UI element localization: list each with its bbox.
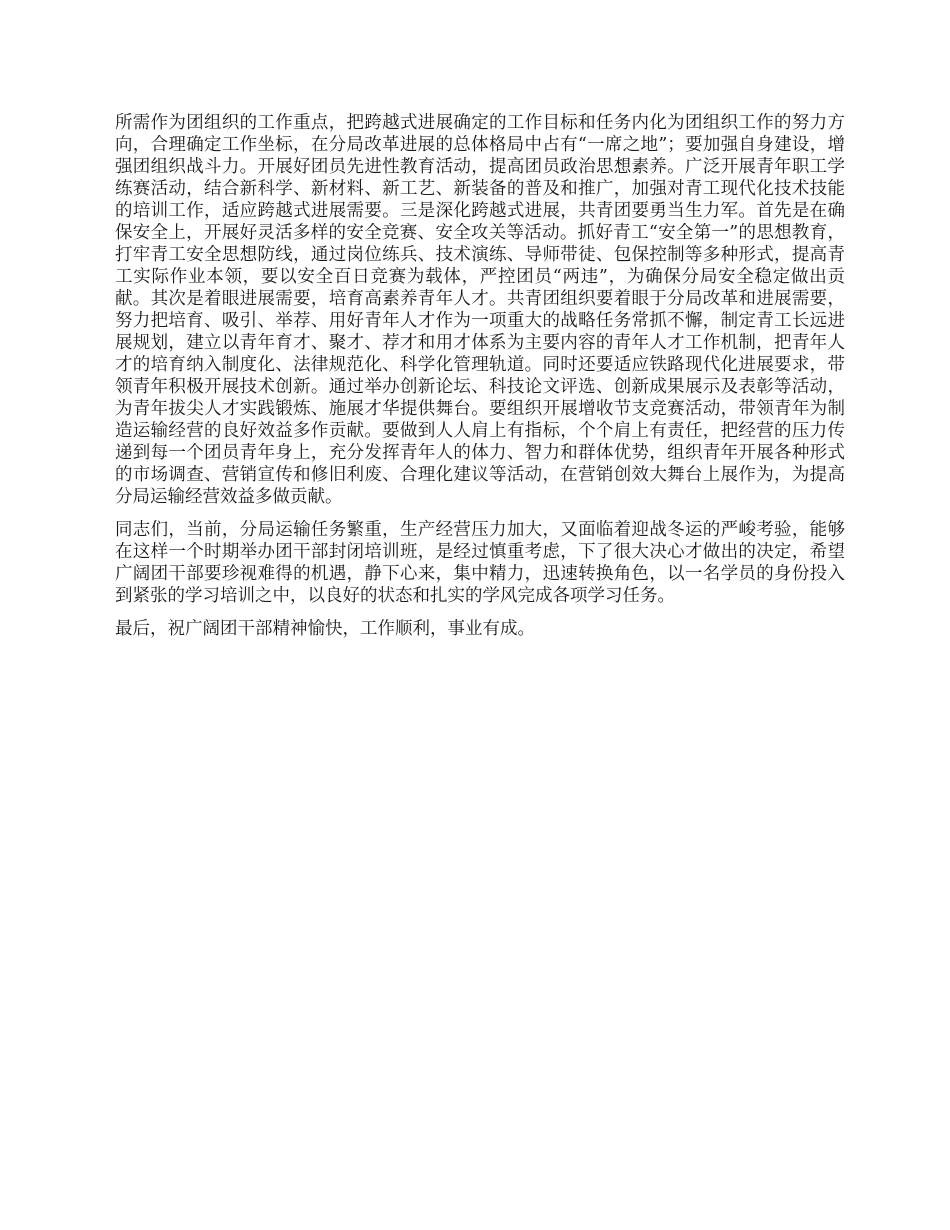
paragraph-3: 最后，祝广阔团干部精神愉快，工作顺利，事业有成。 bbox=[115, 619, 535, 639]
paragraph-1: 所需作为团组织的工作重点，把跨越式进展确定的工作目标和任务内化为团组织工作的努力方向，合理确定工作坐标，在分局改革进展的总体格局中占有“一席之地”；要加强自身建设，增强团组织战斗力。开展好团员先进性教育活动，提高团员政治思想素养。广泛开展青年职工学练赛活动，结合新科学、新材料、新工艺、新装备的普及和推广，加强对青工现代化技术技能的培训工作，适应跨越式进展需要。三是深化跨越式进展，共青团要勇当生力军。首先是在确保安全上，开展好灵活多样的安全竞赛、安全攻关等活动。抓好青工“安全第一”的思想教育，打牢青工安全思想防线，通过岗位练兵、技术演练、导师带徒、包保控制等多种形式，提高青工实际作业本领，要以安全百日竞赛为载体，严控团员“两违”，为确保分局安全稳定做出贡献。其次是着眼进展需要，培育高素养青年人才。共青团组织要着眼于分局改革和进展需要，努力把培育、吸引、举荐、用好青年人才作为一项重大的战略任务常抓不懈，制定青工长远进展规划，建立以青年育才、聚才、荐才和用才体系为主要内容的青年人才工作机制，把青年人才的培育纳入制度化、法律规范化、科学化管理轨道。同时还要适应铁路现代化进展要求，带领青年积极开展技术创新。通过举办创新论坛、科技论文评选、创新成果展示及表彰等活动，为青年拔尖人才实践锻炼、施展才华提供舞台。要组织开展增收节支竞赛活动，带领青年为制造运输经营的良好效益多作贡献。要做到人人肩上有指标，个个肩上有责任，把经营的压力传递到每一个团员青年身上，充分发挥青年人的体力、智力和群体优势，组织青年开展各种形式的市场调查、营销宣传和修旧利废、合理化建议等活动，在营销创效大舞台上展作为，为提高分局运输经营效益多做贡献。 bbox=[115, 113, 845, 507]
document-page bbox=[115, 112, 845, 651]
paragraph-2: 同志们，当前，分局运输任务繁重，生产经营压力加大，又面临着迎战冬运的严峻考验，能够在这样一个时期举办团干部封闭培训班，是经过慎重考虑，下了很大决心才做出的决定，希望广阔团干部要珍视难得的机遇，静下心来，集中精力，迅速转换角色，以一名学员的身份投入到紧张的学习培训之中，以良好的状态和扎实的学风完成各项学习任务。 bbox=[115, 520, 845, 606]
